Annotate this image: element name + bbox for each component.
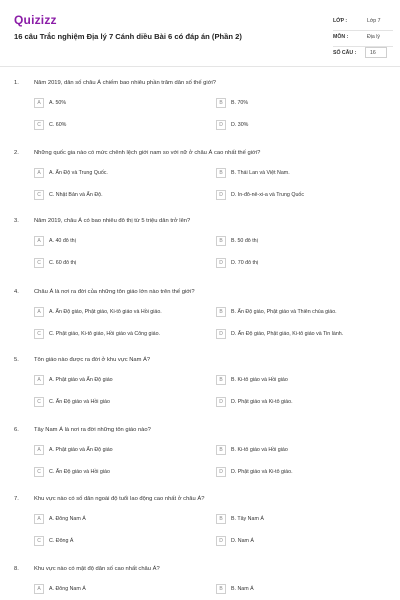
option-letter-badge: C	[34, 329, 44, 339]
option-letter-badge: A	[34, 445, 44, 455]
meta-row-class	[333, 15, 393, 31]
option-text: A. Phật giáo và Ấn Độ giáo	[49, 377, 113, 383]
meta-value: Lớp 7	[367, 18, 381, 24]
option-text: C. Phật giáo, Ki-tô giáo, Hồi giáo và Công giáo.	[49, 331, 161, 337]
question-text: Năm 2019, châu Á có bao nhiêu đô thị từ 5 triệu dân trở lên?	[34, 218, 191, 224]
option-letter-badge: D	[216, 397, 226, 407]
option-letter-badge: D	[216, 536, 226, 546]
option-letter-badge: D	[216, 120, 226, 130]
option-letter-badge: A	[34, 98, 44, 108]
question-number: 4.	[14, 289, 19, 295]
option-letter-badge: C	[34, 536, 44, 546]
option-text: B. Tây Nam Á	[231, 516, 264, 522]
question-number: 3.	[14, 218, 19, 224]
option-letter-badge: C	[34, 258, 44, 268]
question-number: 7.	[14, 496, 19, 502]
option-letter-badge: C	[34, 120, 44, 130]
option-text: D. Phật giáo và Ki-tô giáo.	[231, 469, 293, 475]
quizizz-logo: Quizizz	[14, 13, 57, 27]
option-text: D. Ấn Độ giáo, Phật giáo, Ki-tô giáo và Tin lành.	[231, 331, 344, 337]
option-letter-badge: B	[216, 236, 226, 246]
option-text: D. Nam Á	[231, 538, 254, 544]
option-text: C. 60%	[49, 122, 67, 128]
meta-row-subject	[333, 31, 393, 47]
option-letter-badge: A	[34, 514, 44, 524]
option-letter-badge: A	[34, 236, 44, 246]
question-text: Châu Á là nơi ra đời của những tôn giáo lớn nào trên thế giới?	[34, 289, 195, 295]
option-letter-badge: A	[34, 584, 44, 594]
option-letter-badge: D	[216, 258, 226, 268]
option-text: D. In-đô-nê-xi-a và Trung Quốc	[231, 192, 305, 198]
option-text: B. 50 đô thị	[231, 238, 258, 244]
option-letter-badge: A	[34, 168, 44, 178]
option-text: B. Nam Á	[231, 586, 254, 592]
meta-key: LỚP :	[333, 18, 348, 24]
option-letter-badge: B	[216, 584, 226, 594]
question-number: 2.	[14, 150, 19, 156]
option-letter-badge: D	[216, 329, 226, 339]
option-text: D. Phật giáo và Ki-tô giáo.	[231, 399, 293, 405]
question-text: Tây Nam Á là nơi ra đời những tôn giáo nào?	[34, 427, 151, 433]
option-text: B. Ấn Độ giáo, Phật giáo và Thiên chúa giáo.	[231, 309, 337, 315]
option-text: D. 70 đô thị	[231, 260, 259, 266]
question-text: Những quốc gia nào có mức chênh lệch giới nam so với nữ ở châu Á cao nhất thế giới?	[34, 150, 261, 156]
question-number: 5.	[14, 357, 19, 363]
meta-table	[333, 15, 393, 63]
option-letter-badge: D	[216, 190, 226, 200]
option-text: B. Ki-tô giáo và Hồi giáo	[231, 447, 288, 453]
option-letter-badge: C	[34, 397, 44, 407]
option-text: A. Ấn Độ giáo, Phật giáo, Ki-tô giáo và Hồi giáo.	[49, 309, 162, 315]
question-text: Tôn giáo nào được ra đời ở khu vực Nam Á?	[34, 357, 151, 363]
option-letter-badge: B	[216, 445, 226, 455]
meta-value: Địa lý	[367, 34, 380, 40]
option-letter-badge: D	[216, 467, 226, 477]
option-text: C. Đông Á	[49, 538, 74, 544]
option-letter-badge: B	[216, 98, 226, 108]
question-text: Năm 2019, dân số châu Á chiếm bao nhiêu phần trăm dân số thế giới?	[34, 80, 217, 86]
option-text: C. Nhật Bản và Ấn Độ.	[49, 192, 103, 198]
question-number: 6.	[14, 427, 19, 433]
option-letter-badge: A	[34, 307, 44, 317]
page-title: 16 câu Trắc nghiệm Địa lý 7 Cánh diều Bài 6 có đáp án (Phần 2)	[14, 32, 242, 41]
meta-value: 16	[370, 50, 376, 56]
option-letter-badge: B	[216, 307, 226, 317]
option-text: C. 60 đô thị	[49, 260, 77, 266]
option-text: C. Ấn Độ giáo và Hồi giáo	[49, 469, 110, 475]
option-letter-badge: B	[216, 375, 226, 385]
worksheet-header	[0, 0, 400, 67]
option-text: B. 70%	[231, 100, 249, 106]
option-letter-badge: B	[216, 514, 226, 524]
option-text: C. Ấn Độ giáo và Hồi giáo	[49, 399, 110, 405]
option-letter-badge: C	[34, 190, 44, 200]
question-text: Khu vực nào có số dân ngoài độ tuổi lao động cao nhất ở châu Á?	[34, 496, 205, 502]
question-number: 1.	[14, 80, 19, 86]
option-text: D. 30%	[231, 122, 249, 128]
option-text: B. Thái Lan và Việt Nam.	[231, 170, 290, 176]
meta-key: MÔN :	[333, 34, 349, 40]
option-text: A. Đông Nam Á	[49, 516, 86, 522]
option-text: B. Ki-tô giáo và Hồi giáo	[231, 377, 288, 383]
option-text: A. Đông Nam Á	[49, 586, 86, 592]
meta-row-count	[333, 47, 393, 63]
meta-value-box	[365, 47, 387, 58]
option-text: A. Phật giáo và Ấn Độ giáo	[49, 447, 113, 453]
question-text: Khu vực nào có mật độ dân số cao nhất châu Á?	[34, 566, 160, 572]
option-text: A. 40 đô thị	[49, 238, 76, 244]
option-letter-badge: B	[216, 168, 226, 178]
question-number: 8.	[14, 566, 19, 572]
option-text: A. Ấn Độ và Trung Quốc.	[49, 170, 108, 176]
option-text: A. 50%	[49, 100, 67, 106]
option-letter-badge: C	[34, 467, 44, 477]
meta-key: SỐ CÂU :	[333, 50, 357, 56]
option-letter-badge: A	[34, 375, 44, 385]
